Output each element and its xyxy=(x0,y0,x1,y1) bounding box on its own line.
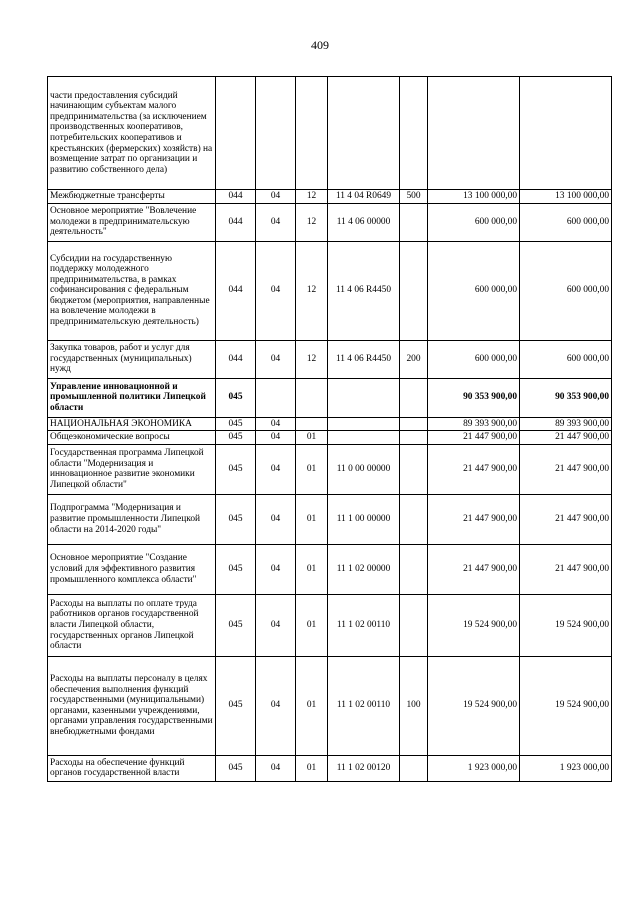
cell-name: Закупка товаров, работ и услуг для государственных (муниципальных) нужд xyxy=(48,340,216,378)
cell-c5 xyxy=(400,444,428,494)
cell-c2: 04 xyxy=(256,241,296,340)
cell-c4 xyxy=(328,77,400,190)
cell-c1 xyxy=(216,77,256,190)
cell-v2: 13 100 000,00 xyxy=(520,190,612,204)
cell-c5 xyxy=(400,203,428,241)
cell-c2: 04 xyxy=(256,494,296,544)
cell-c3: 01 xyxy=(296,544,328,594)
cell-c3: 01 xyxy=(296,755,328,781)
cell-c5: 200 xyxy=(400,340,428,378)
cell-c5 xyxy=(400,594,428,656)
cell-v2: 90 353 900,00 xyxy=(520,378,612,417)
table-row xyxy=(48,494,612,544)
cell-v1: 89 393 900,00 xyxy=(428,417,520,431)
table-row xyxy=(48,594,612,656)
cell-c5 xyxy=(400,417,428,431)
table-row xyxy=(48,755,612,781)
cell-c3: 01 xyxy=(296,594,328,656)
cell-c2: 04 xyxy=(256,594,296,656)
cell-c3: 01 xyxy=(296,444,328,494)
cell-c3 xyxy=(296,417,328,431)
table-row xyxy=(48,190,612,204)
cell-c5 xyxy=(400,241,428,340)
cell-c3 xyxy=(296,77,328,190)
cell-c4: 11 0 00 00000 xyxy=(328,444,400,494)
cell-c4 xyxy=(328,431,400,445)
cell-c1: 044 xyxy=(216,340,256,378)
table-row xyxy=(48,444,612,494)
cell-v1: 19 524 900,00 xyxy=(428,656,520,755)
cell-c2: 04 xyxy=(256,340,296,378)
cell-c5: 100 xyxy=(400,656,428,755)
cell-name: Государственная программа Липецкой области "Модернизация и инновационное развитие экономики Липецкой области" xyxy=(48,444,216,494)
cell-c3: 12 xyxy=(296,340,328,378)
cell-name: Расходы на выплаты персоналу в целях обеспечения выполнения функций государственными (муниципальными) органами, казенными учреждениями, органами управления государственными внебюджетными фондами xyxy=(48,656,216,755)
page-number: 409 xyxy=(311,38,329,52)
budget-table xyxy=(47,76,612,782)
cell-v1: 600 000,00 xyxy=(428,241,520,340)
cell-v2: 19 524 900,00 xyxy=(520,594,612,656)
cell-c5 xyxy=(400,77,428,190)
cell-v1: 21 447 900,00 xyxy=(428,494,520,544)
cell-name: Расходы на выплаты по оплате труда работников органов государственной власти Липецкой области, государственных органов Липецкой области xyxy=(48,594,216,656)
cell-c1: 044 xyxy=(216,203,256,241)
cell-name: Основное мероприятие "Вовлечение молодежи в предпринимательскую деятельность" xyxy=(48,203,216,241)
cell-c4 xyxy=(328,378,400,417)
cell-v2: 21 447 900,00 xyxy=(520,494,612,544)
cell-v2: 1 923 000,00 xyxy=(520,755,612,781)
cell-c1: 045 xyxy=(216,656,256,755)
cell-v2: 600 000,00 xyxy=(520,241,612,340)
cell-v2: 21 447 900,00 xyxy=(520,544,612,594)
cell-c5 xyxy=(400,431,428,445)
cell-name: Общеэкономические вопросы xyxy=(48,431,216,445)
cell-v2: 600 000,00 xyxy=(520,203,612,241)
cell-v2: 19 524 900,00 xyxy=(520,656,612,755)
cell-c1: 045 xyxy=(216,755,256,781)
cell-name: Основное мероприятие "Создание условий для эффективного развития промышленного комплекса области" xyxy=(48,544,216,594)
cell-v1: 21 447 900,00 xyxy=(428,431,520,445)
table-row xyxy=(48,656,612,755)
table-row xyxy=(48,77,612,190)
table-row xyxy=(48,544,612,594)
cell-c4: 11 1 02 00000 xyxy=(328,544,400,594)
cell-name: Расходы на обеспечение функций органов государственной власти xyxy=(48,755,216,781)
cell-name: Субсидии на государственную поддержку молодежного предпринимательства, в рамках софинансирования с федеральным бюджетом (мероприятия, направленные на вовлечение молодежи в предпринимательскую деятельность) xyxy=(48,241,216,340)
cell-c3: 12 xyxy=(296,203,328,241)
cell-c4: 11 4 06 00000 xyxy=(328,203,400,241)
cell-c2: 04 xyxy=(256,431,296,445)
cell-name: НАЦИОНАЛЬНАЯ ЭКОНОМИКА xyxy=(48,417,216,431)
cell-c2 xyxy=(256,378,296,417)
cell-c2: 04 xyxy=(256,544,296,594)
cell-v1: 600 000,00 xyxy=(428,203,520,241)
cell-name: Подпрограмма "Модернизация и развитие промышленности Липецкой области на 2014-2020 годы" xyxy=(48,494,216,544)
cell-v1: 1 923 000,00 xyxy=(428,755,520,781)
cell-v2: 21 447 900,00 xyxy=(520,444,612,494)
cell-c5: 500 xyxy=(400,190,428,204)
cell-c1: 044 xyxy=(216,190,256,204)
cell-c2: 04 xyxy=(256,755,296,781)
cell-c3: 12 xyxy=(296,241,328,340)
cell-v2 xyxy=(520,77,612,190)
cell-c1: 045 xyxy=(216,544,256,594)
cell-c2: 04 xyxy=(256,656,296,755)
cell-c1: 045 xyxy=(216,494,256,544)
cell-c1: 044 xyxy=(216,241,256,340)
cell-v1: 13 100 000,00 xyxy=(428,190,520,204)
cell-c4: 11 4 06 R4450 xyxy=(328,340,400,378)
cell-v2: 600 000,00 xyxy=(520,340,612,378)
cell-c5 xyxy=(400,378,428,417)
cell-c1: 045 xyxy=(216,378,256,417)
cell-c2: 04 xyxy=(256,203,296,241)
cell-v1: 600 000,00 xyxy=(428,340,520,378)
table-row xyxy=(48,241,612,340)
cell-name: части предоставления субсидий начинающим субъектам малого предпринимательства (за исключением производственных кооперативов, потребительских кооперативов и крестьянских (фермерских) хозяйств) на возмещение затрат по организации и развитию собственного дела) xyxy=(48,77,216,190)
cell-c3: 01 xyxy=(296,656,328,755)
cell-c1: 045 xyxy=(216,444,256,494)
cell-v2: 21 447 900,00 xyxy=(520,431,612,445)
cell-c3: 01 xyxy=(296,431,328,445)
cell-v1: 21 447 900,00 xyxy=(428,444,520,494)
table-row xyxy=(48,203,612,241)
cell-c5 xyxy=(400,544,428,594)
table-row xyxy=(48,340,612,378)
cell-c4: 11 1 02 00120 xyxy=(328,755,400,781)
cell-v1: 90 353 900,00 xyxy=(428,378,520,417)
cell-c3: 12 xyxy=(296,190,328,204)
cell-c1: 045 xyxy=(216,417,256,431)
cell-c3 xyxy=(296,378,328,417)
cell-v2: 89 393 900,00 xyxy=(520,417,612,431)
cell-c2 xyxy=(256,77,296,190)
cell-c4 xyxy=(328,417,400,431)
table-row xyxy=(48,417,612,431)
table-row xyxy=(48,378,612,417)
cell-c4: 11 1 02 00110 xyxy=(328,656,400,755)
cell-v1: 21 447 900,00 xyxy=(428,544,520,594)
cell-c3: 01 xyxy=(296,494,328,544)
cell-c4: 11 1 02 00110 xyxy=(328,594,400,656)
table-row xyxy=(48,431,612,445)
cell-c2: 04 xyxy=(256,190,296,204)
cell-v1: 19 524 900,00 xyxy=(428,594,520,656)
cell-c4: 11 4 04 R0649 xyxy=(328,190,400,204)
cell-c5 xyxy=(400,755,428,781)
cell-c4: 11 4 06 R4450 xyxy=(328,241,400,340)
cell-c2: 04 xyxy=(256,444,296,494)
cell-c2: 04 xyxy=(256,417,296,431)
cell-name: Управление инновационной и промышленной политики Липецкой области xyxy=(48,378,216,417)
cell-c1: 045 xyxy=(216,594,256,656)
cell-name: Межбюджетные трансферты xyxy=(48,190,216,204)
cell-c5 xyxy=(400,494,428,544)
cell-c1: 045 xyxy=(216,431,256,445)
cell-v1 xyxy=(428,77,520,190)
cell-c4: 11 1 00 00000 xyxy=(328,494,400,544)
